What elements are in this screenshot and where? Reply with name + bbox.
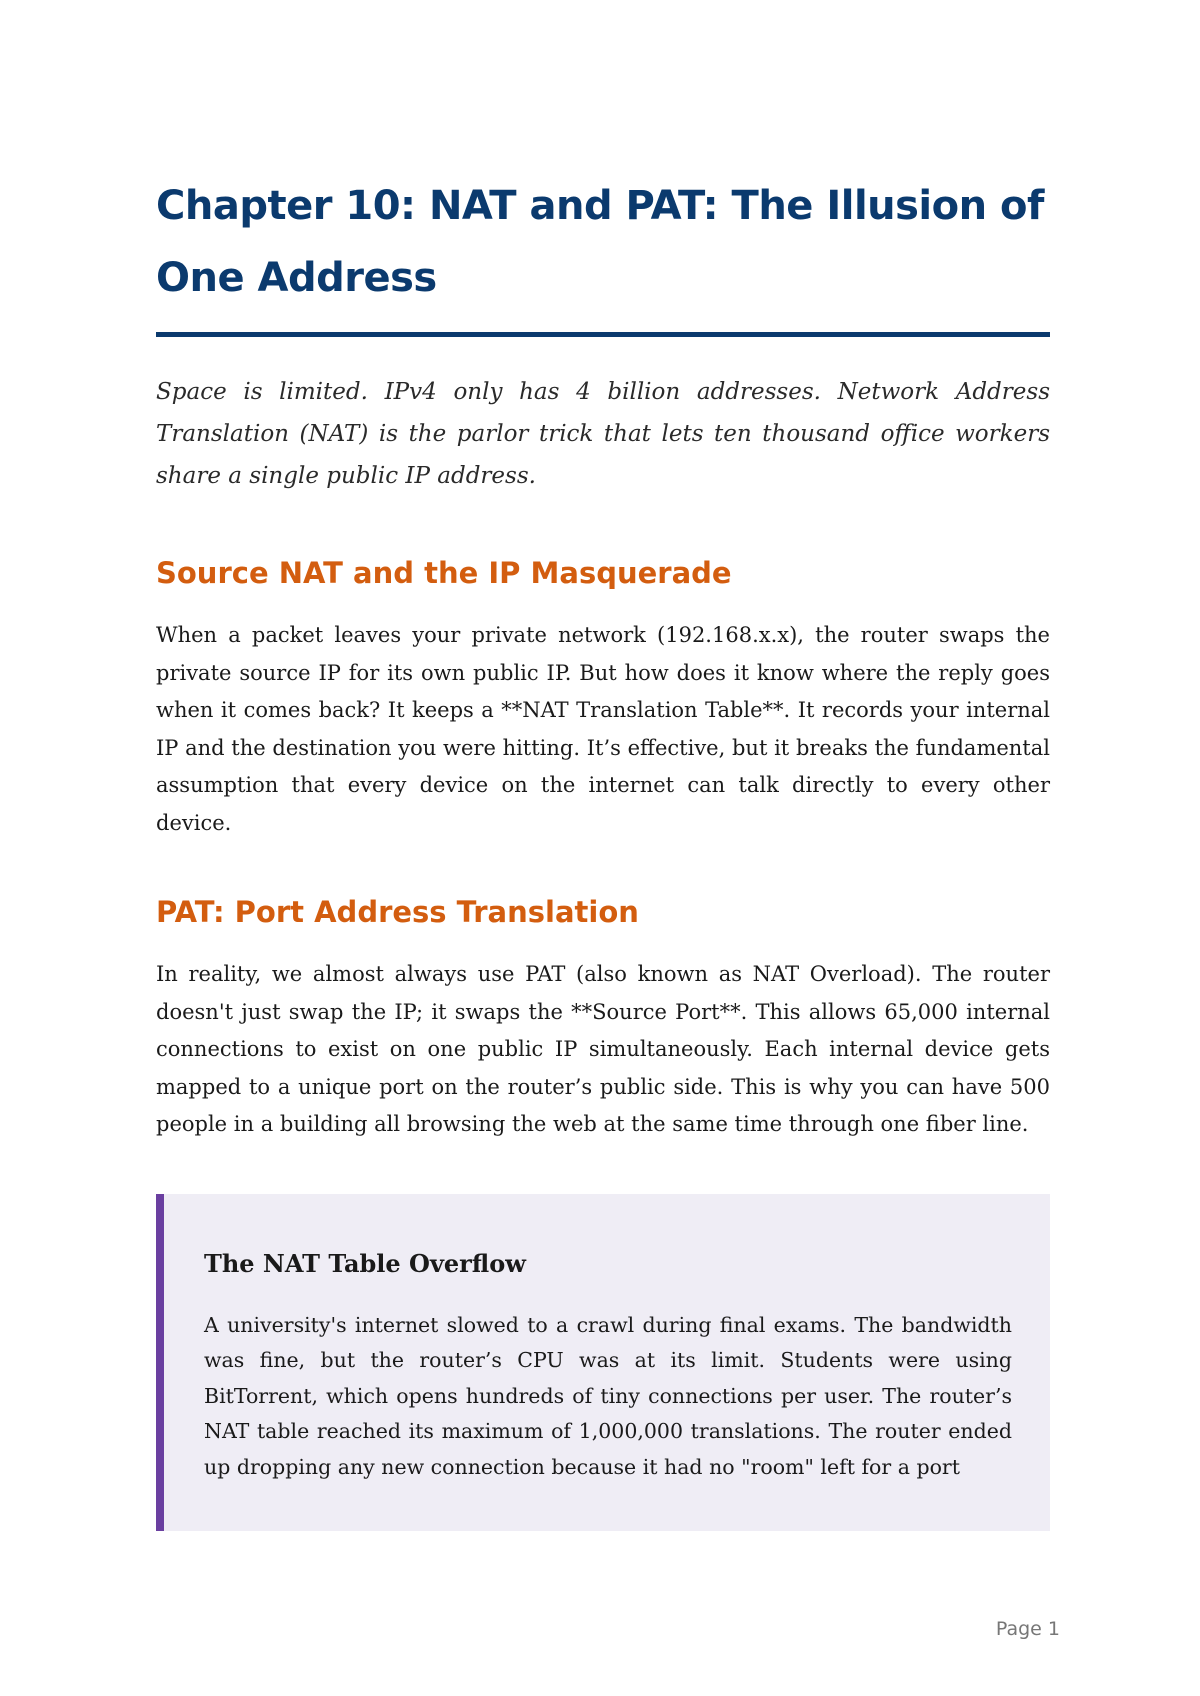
title-divider bbox=[156, 332, 1050, 337]
callout-box bbox=[156, 1194, 1050, 1531]
section-body-pat: In reality, we almost always use PAT (also known as NAT Overload). The router doesn't just swap the IP; it swaps the **Source Port**. This allows 65,000 internal connections to exist on one public IP simultaneously. Each internal device gets mapped to a unique port on the router’s public side. This is why you can have 500 people in a building all browsing the web at the same time through one fiber line. bbox=[156, 962, 1050, 1136]
section-heading-pat: PAT: Port Address Translation bbox=[156, 895, 639, 929]
callout-body: A university's internet slowed to a crawl during final exams. The bandwidth was fine, but the router’s CPU was at its limit. Students were using BitTorrent, which opens hundreds of tiny connections per user. The router’s NAT table reached its maximum of 1,000,000 translations. The router ended up dropping any new connection because it had no "room" left for a port bbox=[204, 1312, 1012, 1479]
page-number: Page 1 bbox=[995, 1618, 1060, 1640]
chapter-intro: Space is limited. IPv4 only has 4 billion addresses. Network Address Translation (NAT) is the parlor trick that lets ten thousand office workers share a single public IP address. bbox=[156, 379, 1050, 489]
section-body-source-nat: When a packet leaves your private network (192.168.x.x), the router swaps the private source IP for its own public IP. But how does it know where the reply goes when it comes back? It keeps a **NAT Translation Table**. It records your internal IP and the destination you were hitting. It’s effective, but it breaks the fundamental assumption that every device on the internet can talk directly to every other device. bbox=[156, 623, 1050, 835]
section-heading-source-nat: Source NAT and the IP Masquerade bbox=[156, 556, 732, 590]
callout-title: The NAT Table Overflow bbox=[204, 1248, 526, 1278]
chapter-title: Chapter 10: NAT and PAT: The Illusion of One Address bbox=[156, 183, 1044, 301]
document-page bbox=[156, 170, 1050, 1531]
